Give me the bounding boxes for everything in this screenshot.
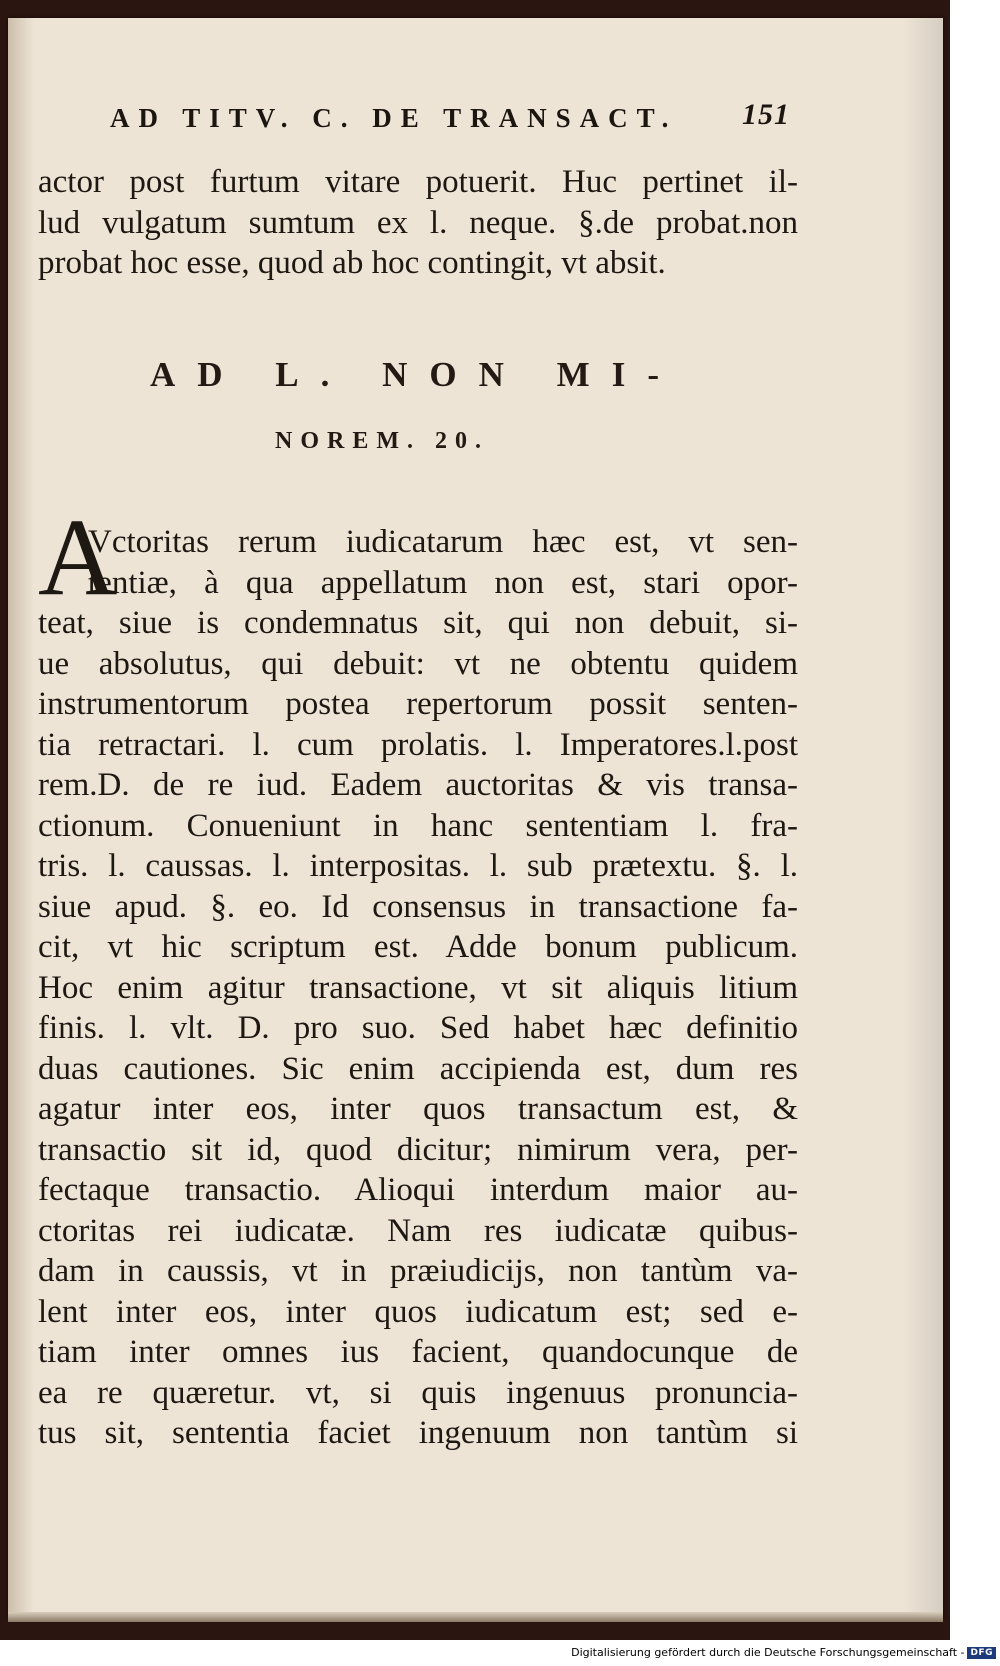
text-line: tiam inter omnes ius facient, quandocunque de [38,1334,798,1370]
text-line: lud vulgatum sumtum ex l. neque. §.de probat.non [38,204,798,241]
page-edge [8,1612,943,1622]
credit-text: Digitalisierung gefördert durch die Deutsche Forschungsgemeinschaft - [571,1646,965,1659]
text-line: ctionum. Conueniunt in hanc sententiam l. fra- [38,807,798,844]
text-line: tentiæ, à qua appellatum non est, stari opor- [88,564,798,601]
text-line: tia retractari. l. cum prolatis. l. Imperatores.l.post [38,726,798,763]
text-line: teat, siue is condemnatus sit, qui non debuit, si- [38,605,798,641]
text-line: ue absolutus, qui debuit: vt ne obtentu quidem [38,645,798,682]
section-subheading: NOREM. 20. [275,428,489,454]
text-line: Vctoritas rerum iudicatarum hæc est, vt sen- [88,524,798,560]
text-line: fectaque transactio. Alioqui interdum maior au- [38,1172,798,1208]
digitization-credit [571,1646,996,1659]
text-line: agatur inter eos, inter quos transactum est, & [38,1091,798,1127]
section-heading: AD L. NON MI- [150,355,681,394]
page-number: 151 [742,98,790,131]
dfg-logo: DFG [967,1647,996,1659]
text-line: siue apud. §. eo. Id consensus in transactione fa- [38,888,798,925]
text-line: finis. l. vlt. D. pro suo. Sed habet hæc definitio [38,1010,798,1046]
main-paragraph [38,522,798,1454]
text-line: ctoritas rei iudicatæ. Nam res iudicatæ quibus- [38,1212,798,1249]
text-line: lent inter eos, inter quos iudicatum est; sed e- [38,1293,798,1330]
running-title: AD TITV. C. DE TRANSACT. [110,103,678,133]
text-line: ea re quæretur. vt, si quis ingenuus pronuncia- [38,1374,798,1411]
text-line: probat hoc esse, quod ab hoc contingit, vt absit. [38,245,666,281]
text-line: actor post furtum vitare potuerit. Huc pertinet il- [38,164,798,200]
text-line: tris. l. caussas. l. interpositas. l. sub prætextu. §. l. [38,848,798,884]
text-line: instrumentorum postea repertorum possit senten- [38,686,798,722]
opening-paragraph [38,162,798,284]
text-line: tus sit, sententia faciet ingenuum non tantùm si [38,1415,798,1451]
running-head [100,98,790,138]
text-line: Hoc enim agitur transactione, vt sit aliquis litium [38,969,798,1006]
text-line: cit, vt hic scriptum est. Adde bonum publicum. [38,929,798,965]
text-line: duas cautiones. Sic enim accipienda est, dum res [38,1050,798,1087]
text-line: transactio sit id, quod dicitur; nimirum vera, per- [38,1131,798,1168]
text-line: rem.D. de re iud. Eadem auctoritas & vis transa- [38,767,798,803]
text-line: dam in caussis, vt in præiudicijs, non tantùm va- [38,1253,798,1289]
drop-cap-initial: A [38,496,118,618]
